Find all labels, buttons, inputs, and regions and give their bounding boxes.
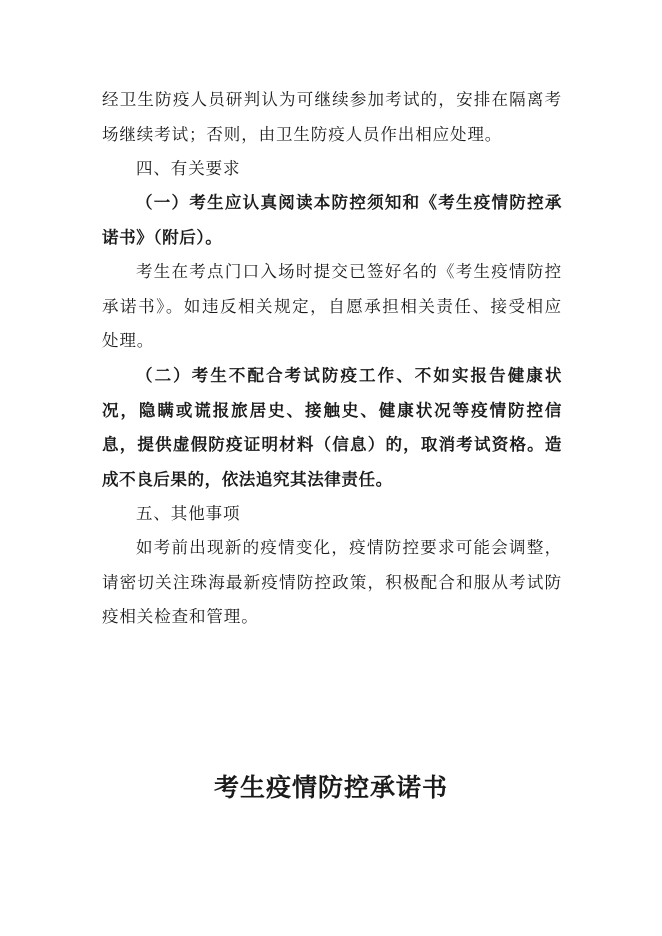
section-heading-requirements: 四、有关要求 — [136, 159, 241, 178]
requirement-item-1-bold: （一）考生应认真阅读本防控须知和《考生疫情防控承诺书》（附后）。 — [102, 193, 562, 247]
pledge-title: 考生疫情防控承诺书 — [213, 773, 448, 802]
other-matters-body: 如考前出现新的疫情变化，疫情防控要求可能会调整，请密切关注珠海最新疫情防控政策，积极配合和服从考试防疫相关检查和管理。 — [102, 538, 562, 626]
requirement-item-1-body: 考生在考点门口入场时提交已签好名的《考生疫情防控承诺书》。如违反相关规定，自愿承担相关责任、接受相应处理。 — [102, 262, 562, 350]
section-heading-other: 五、其他事项 — [136, 504, 241, 523]
paragraph-continuation: 经卫生防疫人员研判认为可继续参加考试的，安排在隔离考场继续考试；否则，由卫生防疫人员作出相应处理。 — [102, 90, 562, 144]
requirement-item-2-bold: （二）考生不配合考试防疫工作、不如实报告健康状况，隐瞒或谎报旅居史、接触史、健康状况等疫情防控信息，提供虚假防疫证明材料（信息）的，取消考试资格。造成不良后果的，依法追究其法律责任。 — [102, 366, 562, 489]
